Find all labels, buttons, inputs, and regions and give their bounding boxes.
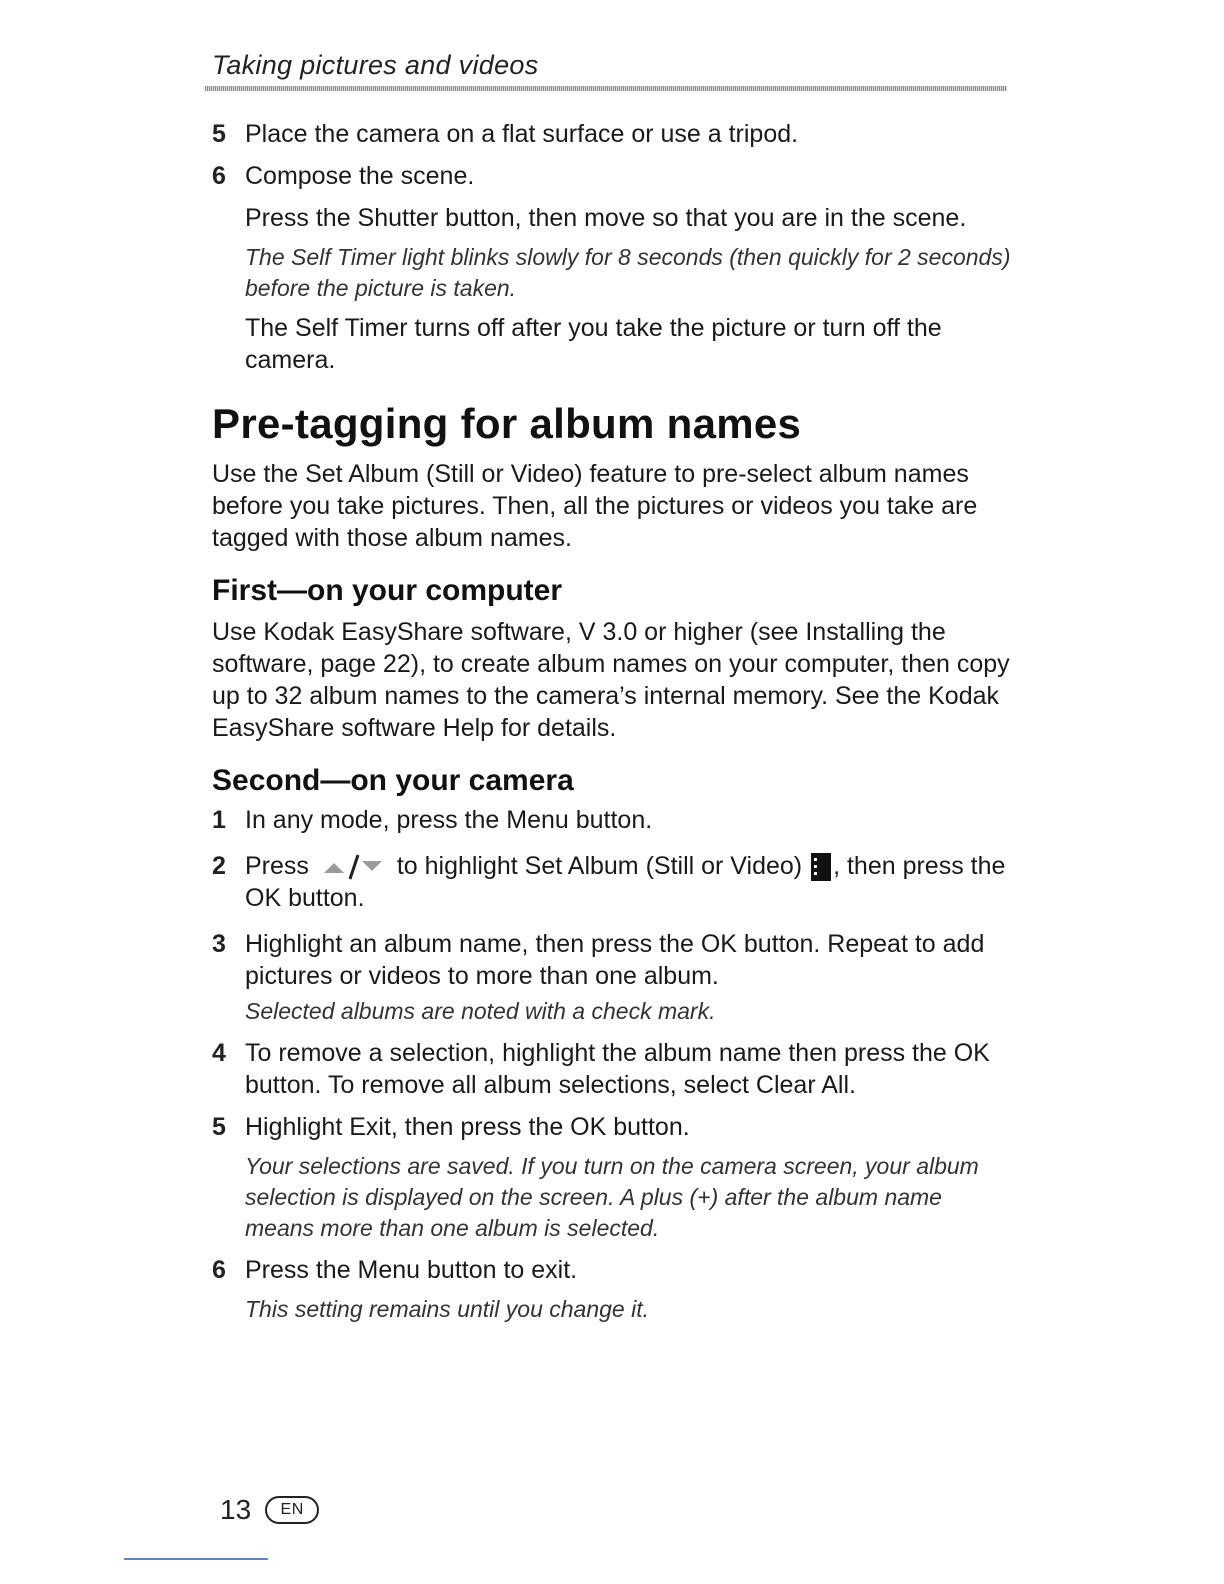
step-number: 2 [212,852,226,880]
step-text-middle: to highlight Set Album (Still or Video) [396,852,803,880]
list-item [212,1111,1012,1143]
running-header: Taking pictures and videos [212,50,539,80]
page-content [212,118,1012,1325]
note-text [212,242,1012,304]
step-number: 1 [212,806,226,834]
note-line: before the picture is taken. [245,275,517,301]
step-number: 4 [212,1039,226,1067]
list-item [212,118,1012,150]
note-line: The Self Timer light blinks slowly for 8 seconds (then quickly for 2 seconds) [245,244,1011,270]
list-item [212,1254,1012,1286]
step-text-before: Press [245,852,309,880]
subsection-heading: Second—on your camera [212,764,574,797]
en-language-badge-icon [265,1494,319,1526]
language-badge-text: EN [280,1501,304,1518]
note-text: Selected albums are noted with a check mark. [245,998,716,1024]
step-text: To remove a selection, highlight the album name then press the OK button. To remove all album selections, select Clear All. [245,1039,990,1099]
step-text-after: , then press the OK button. [245,852,1006,912]
step-text: Press the Menu button to exit. [245,1256,578,1284]
bottom-rule [124,1558,268,1560]
list-item [212,804,1012,836]
page-number: 13 [220,1494,252,1525]
note-text: This setting remains until you change it. [245,1296,649,1322]
step-number: 5 [212,120,226,148]
subsection-heading: First—on your computer [212,574,563,607]
intro-paragraph: Use the Set Album (Still or Video) feature to pre-select album names before you take pictures. Then, all the pictures or videos you take are tagged with those album names. [212,460,978,552]
info-text: The Self Timer turns off after you take the picture or turn off the camera. [245,314,942,374]
up-down-arrow-icon [320,853,386,881]
step-text: Compose the scene. [245,162,475,190]
header-rule [205,86,1007,91]
section-heading: Pre-tagging for album names [212,400,802,447]
step-number: 3 [212,930,226,958]
list-item [212,850,1012,914]
set-album-icon [811,853,831,881]
step-text: Highlight an album name, then press the OK button. Repeat to add pictures or videos to more than one album. [245,930,985,990]
step-number: 5 [212,1113,226,1141]
step-text: Place the camera on a flat surface or use a tripod. [245,120,799,148]
body-paragraph: Use Kodak EasyShare software, V 3.0 or higher (see Installing the software, page 22), to create album names on your computer, then copy up to 32 album names to the camera’s internal memory. See the Kodak EasyShare software Help for details. [212,618,1010,742]
step-text: In any mode, press the Menu button. [245,806,653,834]
step-text: Highlight Exit, then press the OK button. [245,1113,690,1141]
page-footer [220,1494,319,1526]
list-item [212,928,1012,992]
note-text: Your selections are saved. If you turn on the camera screen, your album selection is displayed on the screen. A plus (+) after the album name means more than one album is selected. [245,1153,979,1241]
list-item [212,160,1012,192]
step-number: 6 [212,162,226,190]
step-number: 6 [212,1256,226,1284]
instruction-text: Press the Shutter button, then move so that you are in the scene. [245,204,967,232]
list-item [212,1037,1012,1101]
